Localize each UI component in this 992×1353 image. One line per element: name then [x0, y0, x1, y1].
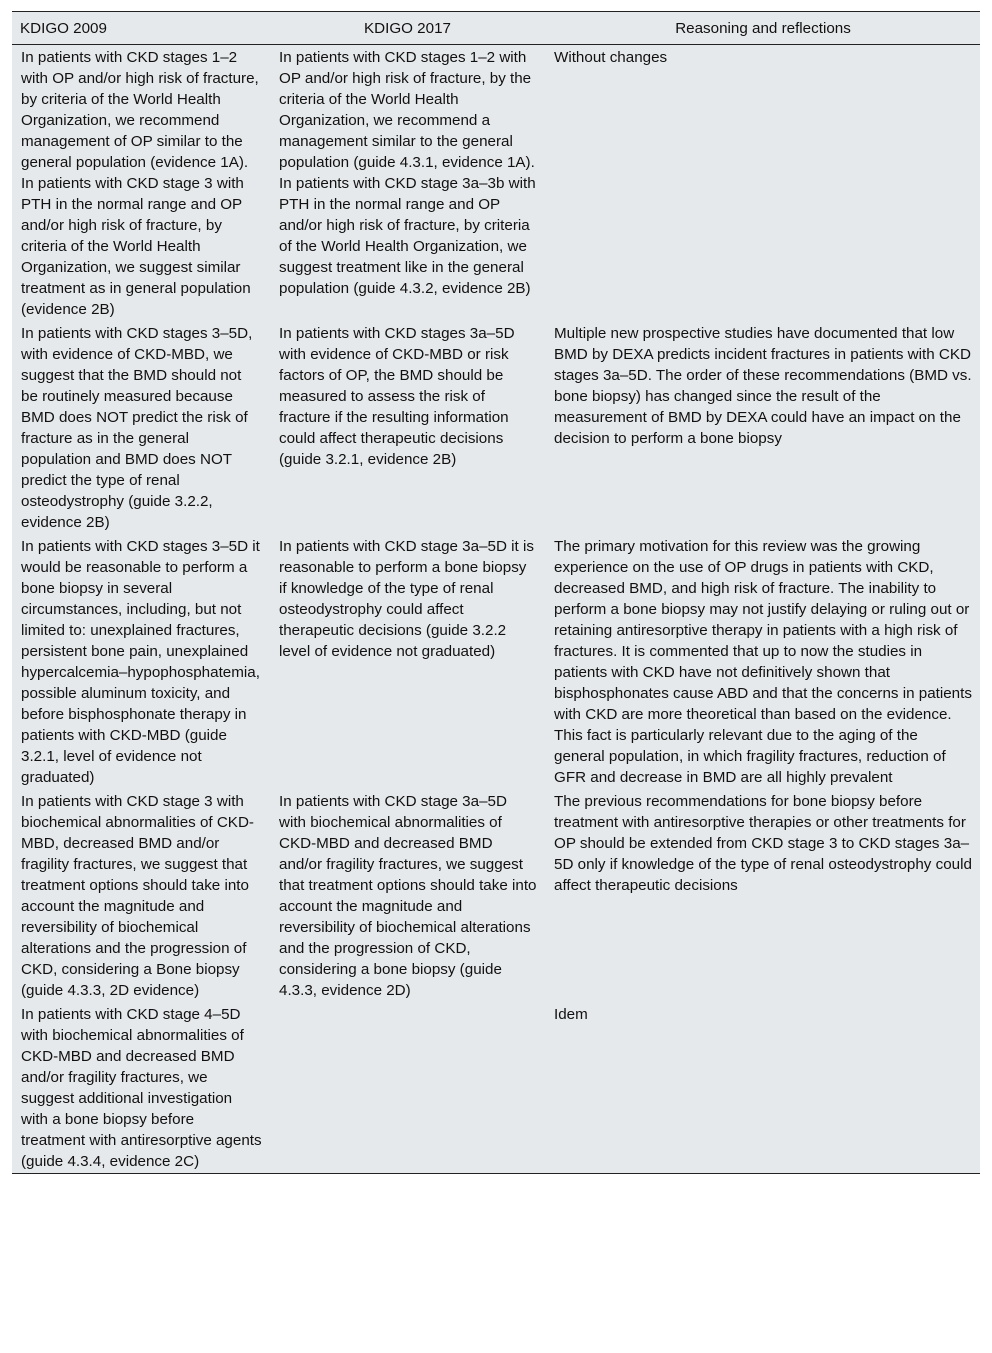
cell-reasoning: The previous recommendations for bone biopsy before treatment with antiresorptive therapies or other treatments for OP should be extended from CKD stage 3 to CKD stages 3a–5D only if knowledge of the type of renal osteodystrophy could affect therapeutic decisions — [545, 789, 980, 1002]
table-row — [12, 321, 980, 534]
cell-kdigo-2017 — [270, 1002, 545, 1174]
header-kdigo-2009: KDIGO 2009 — [12, 12, 270, 45]
cell-kdigo-2017: In patients with CKD stages 1–2 with OP and/or high risk of fracture, by the criteria of the World Health Organization, we recommend a management similar to the general population (guide 4.3.1, evidence 1A). In patients with CKD stage 3a–3b with PTH in the normal range and OP and/or high risk of fracture, by criteria of the World Health Organization, we suggest treatment like in the general population (guide 4.3.2, evidence 2B) — [270, 45, 545, 322]
cell-reasoning: The primary motivation for this review was the growing experience on the use of OP drugs in patients with CKD, decreased BMD, and high risk of fracture. The inability to perform a bone biopsy may not justify delaying or ruling out or retaining antiresorptive therapy in patients with a high risk of fractures. It is commented that up to now the studies in patients with CKD have not definitively shown that bisphosphonates cause ABD and that the concerns in patients with CKD are more theoretical than based on the evidence. This fact is particularly relevant due to the aging of the general population, in which fragility fractures, reduction of GFR and decrease in BMD are all highly prevalent — [545, 534, 980, 789]
cell-kdigo-2009: In patients with CKD stages 1–2 with OP and/or high risk of fracture, by criteria of the World Health Organization, we recommend management of OP similar to the general population (evidence 1A). In patients with CKD stage 3 with PTH in the normal range and OP and/or high risk of fracture, by criteria of the World Health Organization, we suggest similar treatment as in general population (evidence 2B) — [12, 45, 270, 322]
table-body — [12, 45, 980, 1174]
guideline-comparison-table — [12, 11, 980, 1174]
cell-kdigo-2017: In patients with CKD stage 3a–5D it is reasonable to perform a bone biopsy if knowledge of the type of renal osteodystrophy could affect therapeutic decisions (guide 3.2.2 level of evidence not graduated) — [270, 534, 545, 789]
guideline-comparison-table-wrapper — [12, 11, 980, 1174]
table-row — [12, 789, 980, 1002]
cell-kdigo-2009: In patients with CKD stages 3–5D it would be reasonable to perform a bone biopsy in several circumstances, including, but not limited to: unexplained fractures, persistent bone pain, unexplained hypercalcemia–hypophosphatemia, possible aluminum toxicity, and before bisphosphonate therapy in patients with CKD-MBD (guide 3.2.1, level of evidence not graduated) — [12, 534, 270, 789]
cell-kdigo-2009: In patients with CKD stage 4–5D with biochemical abnormalities of CKD-MBD and decreased BMD and/or fragility fractures, we suggest additional investigation with a bone biopsy before treatment with antiresorptive agents (guide 4.3.4, evidence 2C) — [12, 1002, 270, 1174]
header-kdigo-2017: KDIGO 2017 — [270, 12, 545, 45]
cell-kdigo-2017: In patients with CKD stage 3a–5D with biochemical abnormalities of CKD-MBD and decreased BMD and/or fragility fractures, we suggest that treatment options should take into account the magnitude and reversibility of biochemical alterations and the progression of CKD, considering a bone biopsy (guide 4.3.3, evidence 2D) — [270, 789, 545, 1002]
table-row — [12, 1002, 980, 1174]
cell-reasoning: Idem — [545, 1002, 980, 1174]
cell-reasoning: Without changes — [545, 45, 980, 322]
header-reasoning: Reasoning and reflections — [545, 12, 980, 45]
cell-reasoning: Multiple new prospective studies have documented that low BMD by DEXA predicts incident fractures in patients with CKD stages 3a–5D. The order of these recommendations (BMD vs. bone biopsy) has changed since the result of the measurement of BMD by DEXA could have an impact on the decision to perform a bone biopsy — [545, 321, 980, 534]
cell-kdigo-2009: In patients with CKD stage 3 with biochemical abnormalities of CKD-MBD, decreased BMD and/or fragility fractures, we suggest that treatment options should take into account the magnitude and reversibility of biochemical alterations and the progression of CKD, considering a Bone biopsy (guide 4.3.3, 2D evidence) — [12, 789, 270, 1002]
table-row — [12, 534, 980, 789]
cell-kdigo-2017: In patients with CKD stages 3a–5D with evidence of CKD-MBD or risk factors of OP, the BMD should be measured to assess the risk of fracture if the resulting information could affect therapeutic decisions (guide 3.2.1, evidence 2B) — [270, 321, 545, 534]
header-row — [12, 12, 980, 45]
table-header — [12, 12, 980, 45]
table-row — [12, 45, 980, 322]
cell-kdigo-2009: In patients with CKD stages 3–5D, with evidence of CKD-MBD, we suggest that the BMD should not be routinely measured because BMD does NOT predict the risk of fracture as in the general population and BMD does NOT predict the type of renal osteodystrophy (guide 3.2.2, evidence 2B) — [12, 321, 270, 534]
